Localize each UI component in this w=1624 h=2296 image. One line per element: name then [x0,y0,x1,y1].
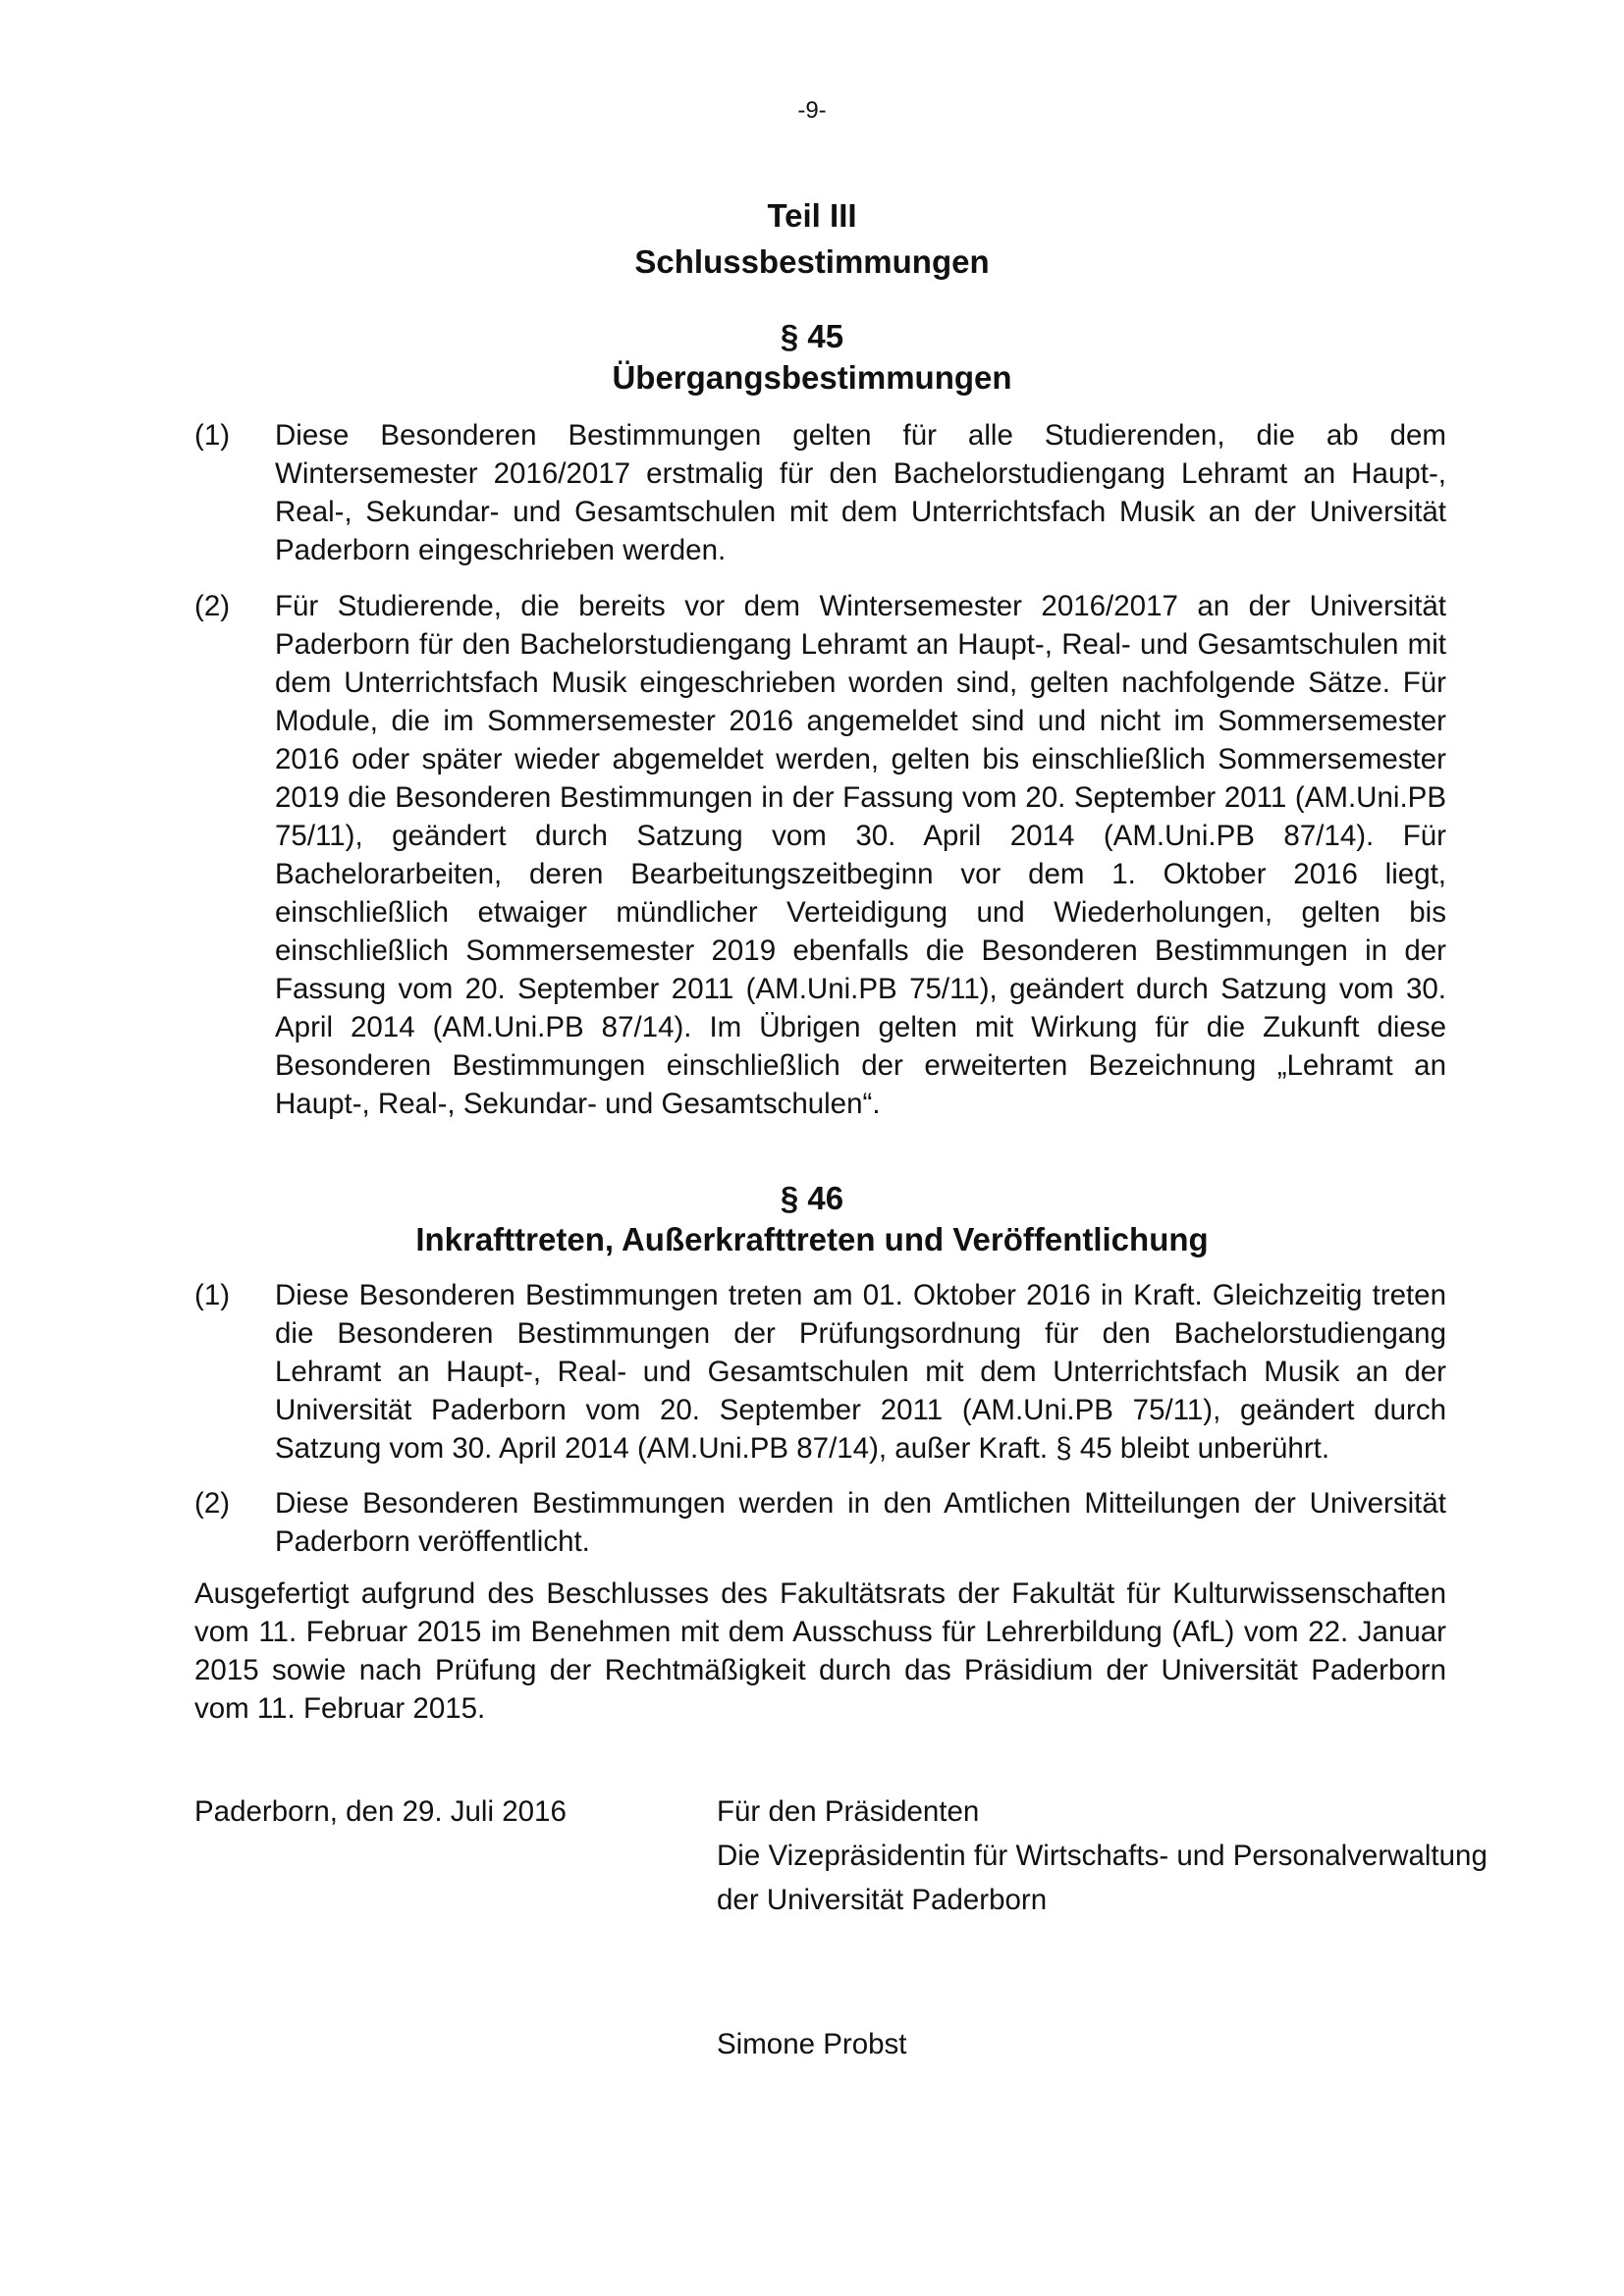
section-45-paragraph-2 [194,587,1446,1123]
paragraph-number: (1) [194,419,231,452]
paragraph-number: (2) [194,1487,231,1520]
section-46-title: Inkrafttreten, Außerkrafttreten und Veröffentlichung [415,1221,1209,1257]
signatory-name: Simone Probst [717,2028,907,2060]
paragraph-text: Für Studierende, die bereits vor dem Wintersemester 2016/2017 an der Universität Paderborn für den Bachelorstudiengang Lehramt an Haupt-, Real- und Gesamtschulen mit dem Unterrichtsfach Musik eingeschrieben worden sind, gelten nachfolgende Sätze. Für Module, die im Sommersemester 2016 angemeldet sind und nicht im Sommersemester 2016 oder später wieder abgemeldet werden, gelten bis einschließlich Sommersemester 2019 die Besonderen Bestimmungen in der Fassung vom 20. September 2011 (AM.Uni.PB 75/11), geändert durch Satzung vom 30. April 2014 (AM.Uni.PB 87/14). Für Bachelorarbeiten, deren Bearbeitungszeitbeginn vor dem 1. Oktober 2016 liegt, einschließlich etwaiger mündlicher Verteidigung und Wiederholungen, gelten bis einschließlich Sommersemester 2019 ebenfalls die Besonderen Bestimmungen in der Fassung vom 20. September 2011 (AM.Uni.PB 75/11), geändert durch Satzung vom 30. April 2014 (AM.Uni.PB 87/14). Im Übrigen gelten mit Wirkung für die Zukunft diese Besonderen Bestimmungen einschließlich der erweiterten Bezeichnung „Lehramt an Haupt-, Real-, Sekundar- und Gesamtschulen“. [275,590,1446,1120]
signature-line-3: der Universität Paderborn [717,1884,1048,1916]
section-45-title: Übergangsbestimmungen [612,359,1012,396]
part-title: Teil III [767,197,857,234]
paragraph-text: Diese Besonderen Bestimmungen werden in den Amtlichen Mitteilungen der Universität Paderborn veröffentlicht. [275,1487,1446,1558]
paragraph-number: (2) [194,590,231,622]
signature-line-2: Die Vizepräsidentin für Wirtschafts- und Personalverwaltung [717,1840,1488,1872]
section-46-paragraph-2 [194,1484,1446,1561]
section-46-paragraph-1 [194,1276,1446,1468]
paragraph-number: (1) [194,1279,231,1311]
place-date: Paderborn, den 29. Juli 2016 [194,1795,567,1828]
paragraph-text: Diese Besonderen Bestimmungen treten am 01. Oktober 2016 in Kraft. Gleichzeitig treten die Besonderen Bestimmungen der Prüfungsordnung für den Bachelorstudiengang Lehramt an Haupt-, Real- und Gesamtschulen mit dem Unterrichtsfach Musik an der Universität Paderborn vom 20. September 2011 (AM.Uni.PB 75/11), geändert durch Satzung vom 30. April 2014 (AM.Uni.PB 87/14), außer Kraft. § 45 bleibt unberührt. [275,1279,1446,1465]
section-46-number: § 46 [780,1180,844,1216]
closing-statement: Ausgefertigt aufgrund des Beschlusses des Fakultätsrats der Fakultät für Kulturwissenschaften vom 11. Februar 2015 im Benehmen mit dem Ausschuss für Lehrerbildung (AfL) vom 22. Januar 2015 sowie nach Prüfung der Rechtmäßigkeit durch das Präsidium der Universität Paderborn vom 11. Februar 2015. [194,1577,1446,1725]
part-subtitle: Schlussbestimmungen [634,243,990,280]
page-number: -9- [797,97,827,124]
section-45-number: § 45 [780,318,844,354]
paragraph-text: Diese Besonderen Bestimmungen gelten für alle Studierenden, die ab dem Wintersemester 2016/2017 erstmalig für den Bachelorstudiengang Lehramt an Haupt-, Real-, Sekundar- und Gesamtschulen mit dem Unterrichtsfach Musik an der Universität Paderborn eingeschrieben werden. [275,419,1446,566]
section-45-paragraph-1 [194,416,1446,569]
signature-line-1: Für den Präsidenten [717,1795,980,1828]
